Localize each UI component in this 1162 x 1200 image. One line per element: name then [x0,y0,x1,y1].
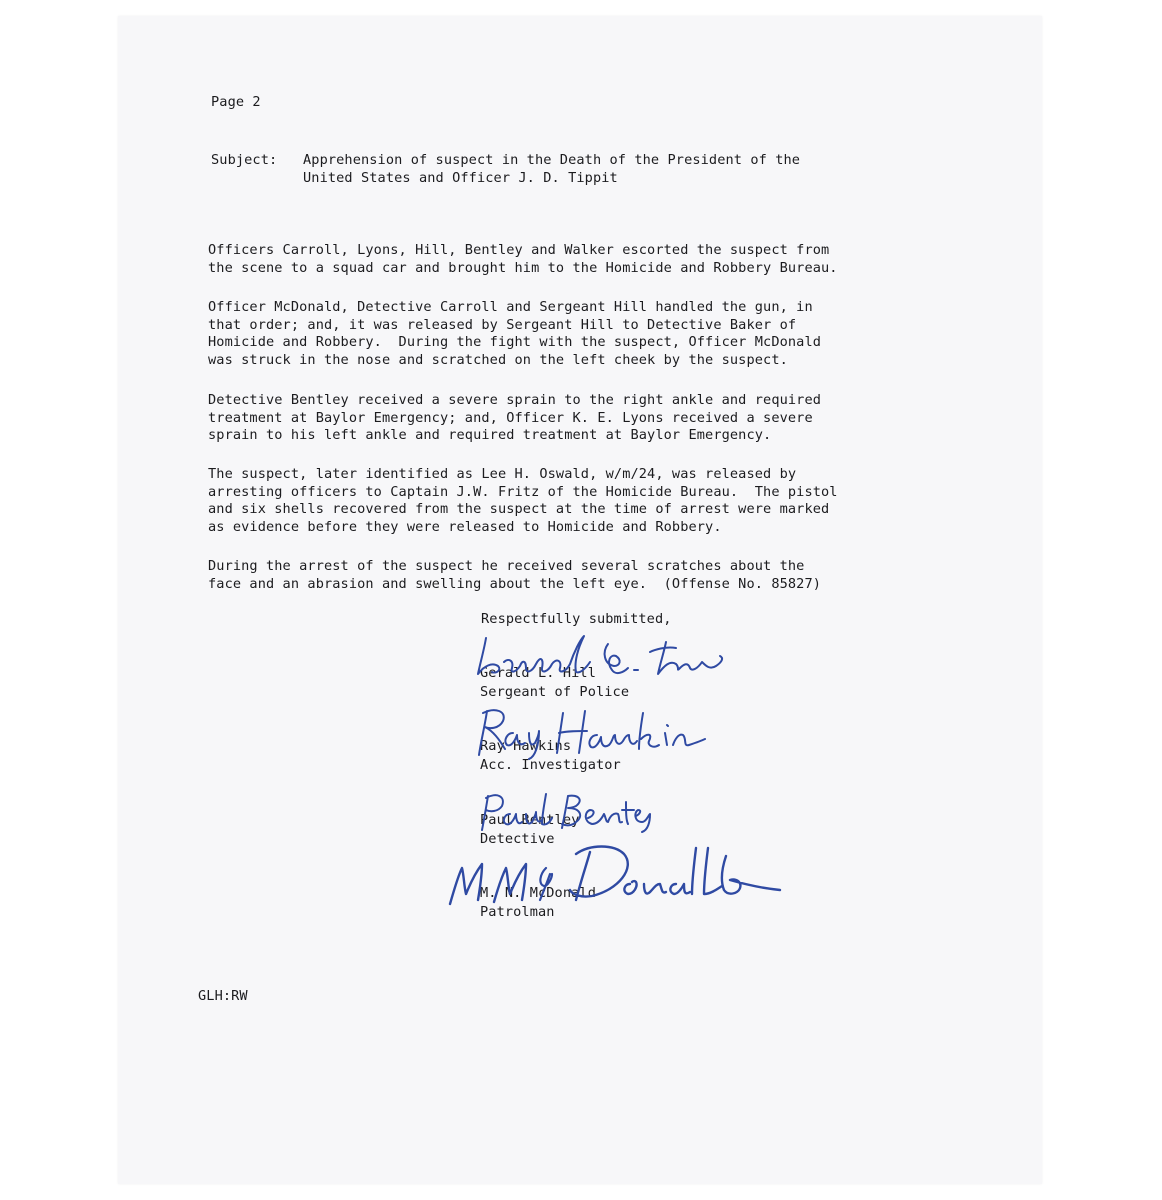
paragraph-line: sprain to his left ankle and required treatment at Baylor Emergency. [208,427,772,443]
signature-bentley [476,786,656,834]
paragraph-line: treatment at Baylor Emergency; and, Officer K. E. Lyons received a severe [208,409,813,426]
subject-line-2: United States and Officer J. D. Tippit [303,170,618,186]
document-page [118,16,1042,1184]
signer-name: Paul Bentley [480,812,580,828]
paragraph-line: Homicide and Robbery. During the fight with the suspect, Officer McDonald [208,334,822,350]
paragraph-line: Detective Bentley received a severe sprain to the right ankle and required [208,392,822,408]
paragraph-line: The suspect, later identified as Lee H. Oswald, w/m/24, was released by [208,466,797,482]
paragraph-line: During the arrest of the suspect he received several scratches about the [208,558,805,574]
paragraph-injuries [208,392,908,445]
paragraph-line: was struck in the nose and scratched on the left cheek by the suspect. [208,351,788,368]
signature-mcdonald [440,834,790,914]
paragraph-suspect-release [208,466,908,536]
signer-name: M. N. McDonald [480,885,596,901]
paragraph-line: as evidence before they were released to Homicide and Robbery. [208,518,722,535]
signer-title: Patrolman [480,904,555,920]
paragraph-line: the scene to a squad car and brought him to the Homicide and Robbery Bureau. [208,259,838,276]
signer-title: Detective [480,831,555,847]
subject-label: Subject: [211,152,278,168]
signature-hawkins [473,699,713,761]
paragraph-escort [208,242,908,277]
paragraph-line: Officer McDonald, Detective Carroll and Sergeant Hill handled the gun, in [208,299,813,315]
paragraph-line: arresting officers to Captain J.W. Fritz of the Homicide Bureau. The pistol [208,483,838,500]
paragraph-gun-handling [208,299,908,369]
signer-name: Gerald L. Hill [480,665,596,681]
page-label: Page 2 [211,94,261,110]
paragraph-line: Officers Carroll, Lyons, Hill, Bentley and Walker escorted the suspect from [208,242,830,258]
initials: GLH:RW [198,988,248,1004]
paragraph-line: face and an abrasion and swelling about the left eye. (Offense No. 85827) [208,575,822,592]
signer-title: Acc. Investigator [480,757,621,773]
closing: Respectfully submitted, [481,611,672,627]
paragraph-arrest-injuries [208,558,908,593]
signature-hill [470,622,740,684]
subject-line-1: Apprehension of suspect in the Death of the President of the [303,152,801,168]
signer-title: Sergeant of Police [480,684,630,700]
paragraph-line: that order; and, it was released by Sergeant Hill to Detective Baker of [208,316,797,333]
paragraph-line: and six shells recovered from the suspect at the time of arrest were marked [208,501,830,517]
signer-name: Ray Hawkins [480,738,572,754]
